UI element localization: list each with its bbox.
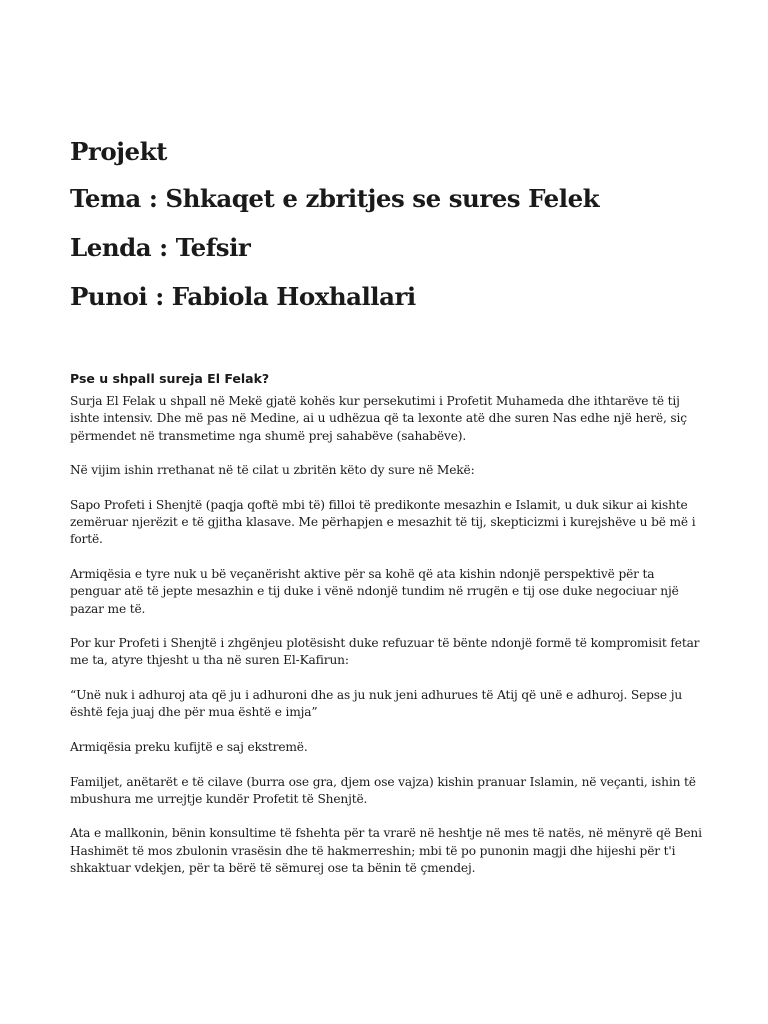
paragraph: Armiqësia preku kufijtë e saj ekstremë. [70,739,308,754]
paragraph: Por kur Profeti i Shenjtë i zhgënjeu plotësisht duke refuzuar të bënte ndonjë formë të kompromisit fetar me ta, atyre thjesht u tha në suren El-Kafirun: [70,636,700,668]
quote-paragraph: “Unë nuk i adhuroj ata që ju i adhuroni dhe as ju nuk jeni adhurues të Atij që unë e adhuroj. Sepse ju është feja juaj dhe për mua është e imja” [70,688,683,720]
paragraph: Sapo Profeti i Shenjtë (paqja qoftë mbi të) filloi të predikonte mesazhin e Islamit, u duk sikur ai kishte zemëruar njerëzit e të gjitha klasave. Me përhapjen e mesazhit të tij, skepticizmi i kurejshëve u bë më i fortë. [70,497,696,547]
section-title: Pse u shpall sureja El Felak? [70,371,270,386]
paragraph: Në vijim ishin rrethanat në të cilat u zbritën këto dy sure në Mekë: [70,463,475,478]
heading-punoi: Punoi : Fabiola Hoxhallari [70,282,416,311]
paragraph: Ata e mallkonin, bënin konsultime të fshehta për ta vrarë në heshtje në mes të natës, në mënyrë që Beni Hashimët të mos zbulonin vrasësin dhe të hakmerreshin; mbi të po punonin magji dhe hijeshi për t'i shkaktuar vdekjen, për ta bërë të sëmurej ose ta bënin të çmendej. [70,826,702,876]
paragraph: Armiqësia e tyre nuk u bë veçanërisht aktive për sa kohë që ata kishin ndonjë perspektivë për ta penguar atë të jepte mesazhin e tij duke i vënë ndonjë tundim në rrugën e tij ose duke negociuar një pazar me të. [70,566,679,616]
heading-lenda: Lenda : Tefsir [70,233,251,262]
paragraph: Surja El Felak u shpall në Mekë gjatë kohës kur persekutimi i Profetit Muhameda dhe ithtarëve të tij ishte intensiv. Dhe më pas në Medine, ai u udhëzua që ta lexonte atë dhe suren Nas edhe një herë, siç përmendet në transmetime nga shumë prej sahabëve (sahabëve). [70,394,687,443]
heading-projekt: Projekt [70,137,167,166]
document-body [70,393,705,895]
paragraph: Familjet, anëtarët e të cilave (burra ose gra, djem ose vajza) kishin pranuar Islamin, në veçanti, ishin të mbushura me urrejtje kundër Profetit të Shenjtë. [70,774,696,806]
heading-tema: Tema : Shkaqet e zbritjes se sures Felek [70,184,600,213]
